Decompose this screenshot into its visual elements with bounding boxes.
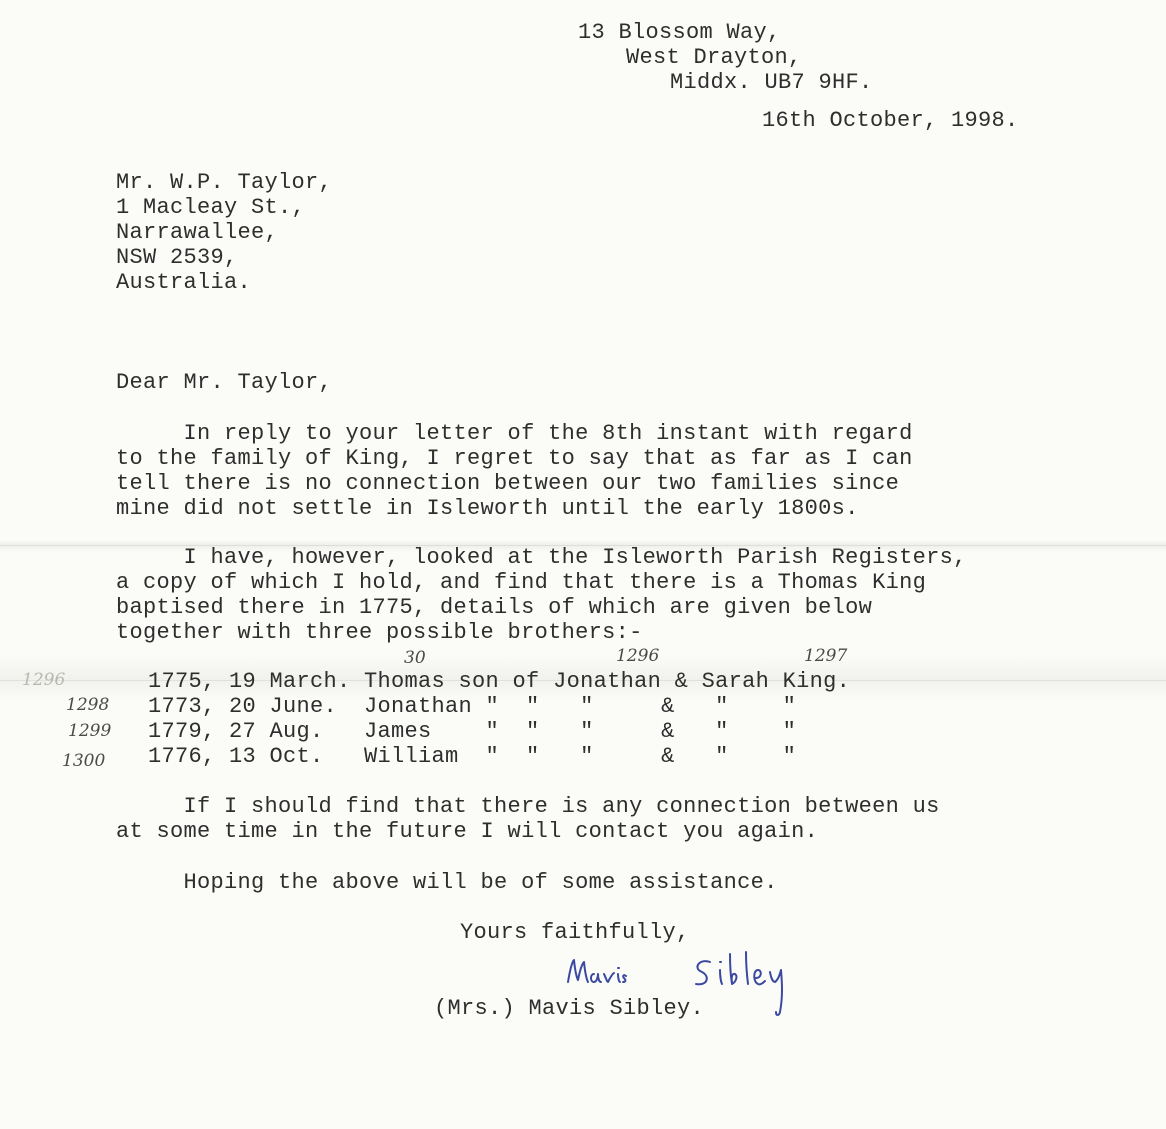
- handwritten-annotation: 30: [404, 648, 426, 668]
- paragraph-2-line: together with three possible brothers:-: [116, 620, 643, 645]
- recipient-line-3: Narrawallee,: [116, 220, 279, 245]
- register-row: 1775, 19 March. Thomas son of Jonathan & Sarah King.: [148, 669, 851, 694]
- paragraph-1-line: mine did not settle in Isleworth until the early 1800s.: [116, 496, 859, 521]
- paragraph-3-line: If I should find that there is any connection between us: [116, 794, 940, 819]
- closing: Yours faithfully,: [460, 920, 690, 945]
- signatory-name: (Mrs.) Mavis Sibley.: [434, 996, 705, 1021]
- register-row: 1776, 13 Oct. William " " " & " ": [148, 744, 797, 769]
- recipient-line-1: Mr. W.P. Taylor,: [116, 170, 333, 195]
- recipient-line-2: 1 Macleay St.,: [116, 195, 306, 220]
- margin-note-faint: 1296: [22, 670, 66, 690]
- paragraph-2-line: I have, however, looked at the Isleworth Parish Registers,: [116, 545, 967, 570]
- sender-address-line-2: West Drayton,: [626, 45, 802, 70]
- handwritten-annotation: 1297: [804, 646, 848, 666]
- register-row: 1779, 27 Aug. James " " " & " ": [148, 719, 797, 744]
- paragraph-1-line: to the family of King, I regret to say that as far as I can: [116, 446, 913, 471]
- margin-note: 1299: [68, 721, 112, 741]
- recipient-line-5: Australia.: [116, 270, 252, 295]
- handwritten-annotation: 1296: [616, 646, 660, 666]
- sender-address-line-1: 13 Blossom Way,: [578, 20, 781, 45]
- paragraph-3-line: at some time in the future I will contact you again.: [116, 819, 819, 844]
- paragraph-2-line: baptised there in 1775, details of which are given below: [116, 595, 873, 620]
- recipient-line-4: NSW 2539,: [116, 245, 238, 270]
- paragraph-1-line: In reply to your letter of the 8th instant with regard: [116, 421, 913, 446]
- paragraph-1-line: tell there is no connection between our two families since: [116, 471, 900, 496]
- paragraph-2-line: a copy of which I hold, and find that there is a Thomas King: [116, 570, 927, 595]
- margin-note: 1298: [66, 695, 110, 715]
- letter-date: 16th October, 1998.: [762, 108, 1019, 133]
- register-row: 1773, 20 June. Jonathan " " " & " ": [148, 694, 797, 719]
- paragraph-4-line: Hoping the above will be of some assistance.: [116, 870, 778, 895]
- salutation: Dear Mr. Taylor,: [116, 370, 333, 395]
- sender-address-line-3: Middx. UB7 9HF.: [670, 70, 873, 95]
- margin-note: 1300: [62, 751, 106, 771]
